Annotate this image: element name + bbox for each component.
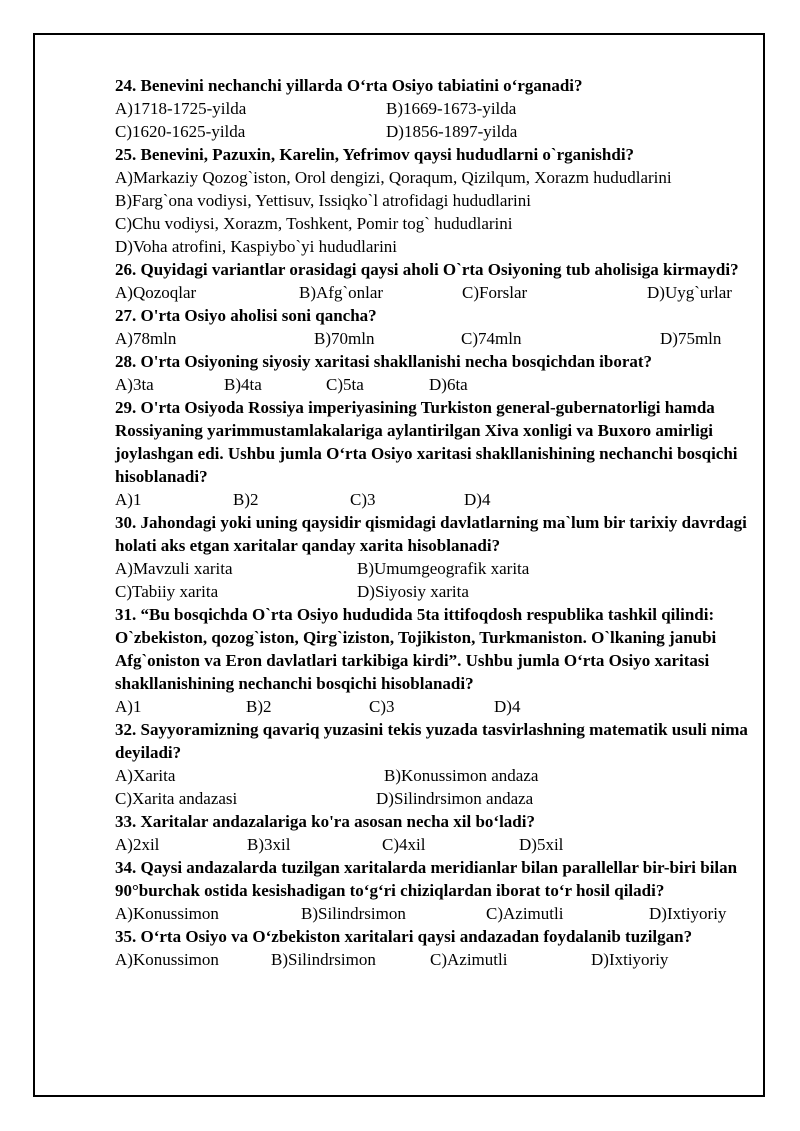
answer-d[interactable]: D)Voha atrofini, Kaspiybo`yi hududlarini: [115, 237, 398, 256]
answer-a[interactable]: A)Mavzuli xarita: [115, 559, 233, 578]
answer-d[interactable]: D)6ta: [429, 375, 468, 394]
answer-d[interactable]: D)4: [464, 490, 491, 509]
question-text: 35. O‘rta Osiyo va O‘zbekiston xaritalari qaysi andazadan foydalanib tuzilgan?: [115, 927, 693, 946]
answer-row: [115, 833, 755, 856]
question-32: [115, 718, 755, 810]
answer-c[interactable]: C)5ta: [326, 375, 364, 394]
answer-a[interactable]: A)3ta: [115, 375, 154, 394]
question-text: 33. Xaritalar andazalariga ko'ra asosan necha xil bo‘ladi?: [115, 812, 535, 831]
answer-a[interactable]: A)1718-1725-yilda: [115, 99, 247, 118]
question-text: 29. O'rta Osiyoda Rossiya imperiyasining Turkiston general-gubernatorligi hamda Rossiyaning yarimmustamlakalariga aylantirilgan Xiva xonligi va Buxoro amirligi joylashgan edi. Ushbu jumla O‘rta Osiyo xaritasi shakllanishining nechanchi bosqichi hisoblanadi?: [115, 398, 738, 486]
question-25: [115, 143, 755, 258]
answer-row: [115, 902, 755, 925]
answer-c[interactable]: C)3: [369, 697, 395, 716]
question-31: [115, 603, 755, 718]
answer-c[interactable]: C)Azimutli: [430, 950, 508, 969]
answer-row: [115, 120, 755, 143]
answer-a[interactable]: A)2xil: [115, 835, 160, 854]
answer-row: [115, 97, 755, 120]
answer-c[interactable]: C)Azimutli: [486, 904, 564, 923]
answer-b[interactable]: B)70mln: [314, 329, 375, 348]
question-33: [115, 810, 755, 856]
question-text: 34. Qaysi andazalarda tuzilgan xaritalarda meridianlar bilan parallellar bir-biri bilan 90°burchak ostida kesishadigan to‘g‘ri chiziqlardan iborat to‘r hosil qiladi?: [115, 858, 738, 900]
answer-d[interactable]: D)Ixtiyoriy: [649, 904, 727, 923]
answer-row: [115, 327, 755, 350]
question-text: 28. O'rta Osiyoning siyosiy xaritasi shakllanishi necha bosqichdan iborat?: [115, 352, 653, 371]
question-text: 25. Benevini, Pazuxin, Karelin, Yefrimov qaysi hududlarni o`rganishdi?: [115, 145, 635, 164]
answer-a[interactable]: A)1: [115, 697, 142, 716]
question-text: 32. Sayyoramizning qavariq yuzasini tekis yuzada tasvirlashning matematik usuli nima deyiladi?: [115, 720, 748, 762]
answer-row: [115, 488, 755, 511]
question-24: [115, 74, 755, 143]
answer-d[interactable]: D)Silindrsimon andaza: [376, 789, 534, 808]
answer-d[interactable]: D)4: [494, 697, 521, 716]
question-text: 31. “Bu bosqichda O`rta Osiyo hududida 5ta ittifoqdosh respublika tashkil qilindi: O`zbekiston, qozog`iston, Qirg`iziston, Tojikiston, Turkmaniston. O`lkaning janubi Afg`oniston va Eron davlatlari tarkibiga kirdi”. Ushbu jumla O‘rta Osiyo xaritasi shakllanishining nechanchi bosqichi hisoblanadi?: [115, 605, 717, 693]
answer-a[interactable]: A)1: [115, 490, 142, 509]
question-34: [115, 856, 755, 925]
answer-a[interactable]: A)Konussimon: [115, 904, 219, 923]
answer-d[interactable]: D)Uyg`urlar: [647, 283, 732, 302]
question-text: 30. Jahondagi yoki uning qaysidir qismidagi davlatlarning ma`lum bir tarixiy davrdagi holati aks etgan xaritalar qanday xarita hisoblanadi?: [115, 513, 747, 555]
answer-c[interactable]: C)Forslar: [462, 283, 528, 302]
answer-c[interactable]: C)Tabiiy xarita: [115, 582, 219, 601]
answer-c[interactable]: C)Chu vodiysi, Xorazm, Toshkent, Pomir tog` hududlarini: [115, 214, 513, 233]
answer-b[interactable]: B)Farg`ona vodiysi, Yettisuv, Issiqko`l atrofidagi hududlarini: [115, 191, 532, 210]
answer-b[interactable]: B)1669-1673-yilda: [386, 99, 517, 118]
question-list: [115, 74, 755, 971]
question-35: [115, 925, 755, 971]
answer-a[interactable]: A)Konussimon: [115, 950, 219, 969]
answer-d[interactable]: D)1856-1897-yilda: [386, 122, 518, 141]
answer-a[interactable]: A)Xarita: [115, 766, 176, 785]
answer-d[interactable]: D)Ixtiyoriy: [591, 950, 669, 969]
answer-b[interactable]: B)Umumgeografik xarita: [357, 559, 530, 578]
answer-b[interactable]: B)Afg`onlar: [299, 283, 384, 302]
answer-b[interactable]: B)2: [246, 697, 272, 716]
answer-row: [115, 580, 755, 603]
answer-c[interactable]: C)3: [350, 490, 376, 509]
question-text: 26. Quyidagi variantlar orasidagi qaysi aholi O`rta Osiyoning tub aholisiga kirmaydi?: [115, 260, 739, 279]
answer-b[interactable]: B)3xil: [247, 835, 291, 854]
question-text: 24. Benevini nechanchi yillarda O‘rta Osiyo tabiatini o‘rganadi?: [115, 76, 583, 95]
question-28: [115, 350, 755, 396]
answer-row: [115, 281, 755, 304]
answer-row: [115, 787, 755, 810]
answer-row: [115, 764, 755, 787]
answer-d[interactable]: D)75mln: [660, 329, 722, 348]
answer-row: [115, 695, 755, 718]
question-27: [115, 304, 755, 350]
answer-b[interactable]: B)4ta: [224, 375, 262, 394]
answer-a[interactable]: A)Qozoqlar: [115, 283, 197, 302]
answer-row: [115, 373, 755, 396]
question-29: [115, 396, 755, 511]
answer-b[interactable]: B)Silindrsimon: [301, 904, 406, 923]
answer-row: [115, 948, 755, 971]
answer-b[interactable]: B)Konussimon andaza: [384, 766, 539, 785]
answer-c[interactable]: C)74mln: [461, 329, 522, 348]
answer-a[interactable]: A)Markaziy Qozog`iston, Orol dengizi, Qoraqum, Qizilqum, Xorazm hududlarini: [115, 168, 672, 187]
answer-row: [115, 557, 755, 580]
answer-a[interactable]: A)78mln: [115, 329, 177, 348]
answer-c[interactable]: C)1620-1625-yilda: [115, 122, 246, 141]
answer-d[interactable]: D)5xil: [519, 835, 564, 854]
question-30: [115, 511, 755, 603]
answer-b[interactable]: B)Silindrsimon: [271, 950, 376, 969]
question-text: 27. O'rta Osiyo aholisi soni qancha?: [115, 306, 377, 325]
answer-b[interactable]: B)2: [233, 490, 259, 509]
answer-c[interactable]: C)4xil: [382, 835, 426, 854]
answer-d[interactable]: D)Siyosiy xarita: [357, 582, 469, 601]
question-26: [115, 258, 755, 304]
answer-c[interactable]: C)Xarita andazasi: [115, 789, 238, 808]
